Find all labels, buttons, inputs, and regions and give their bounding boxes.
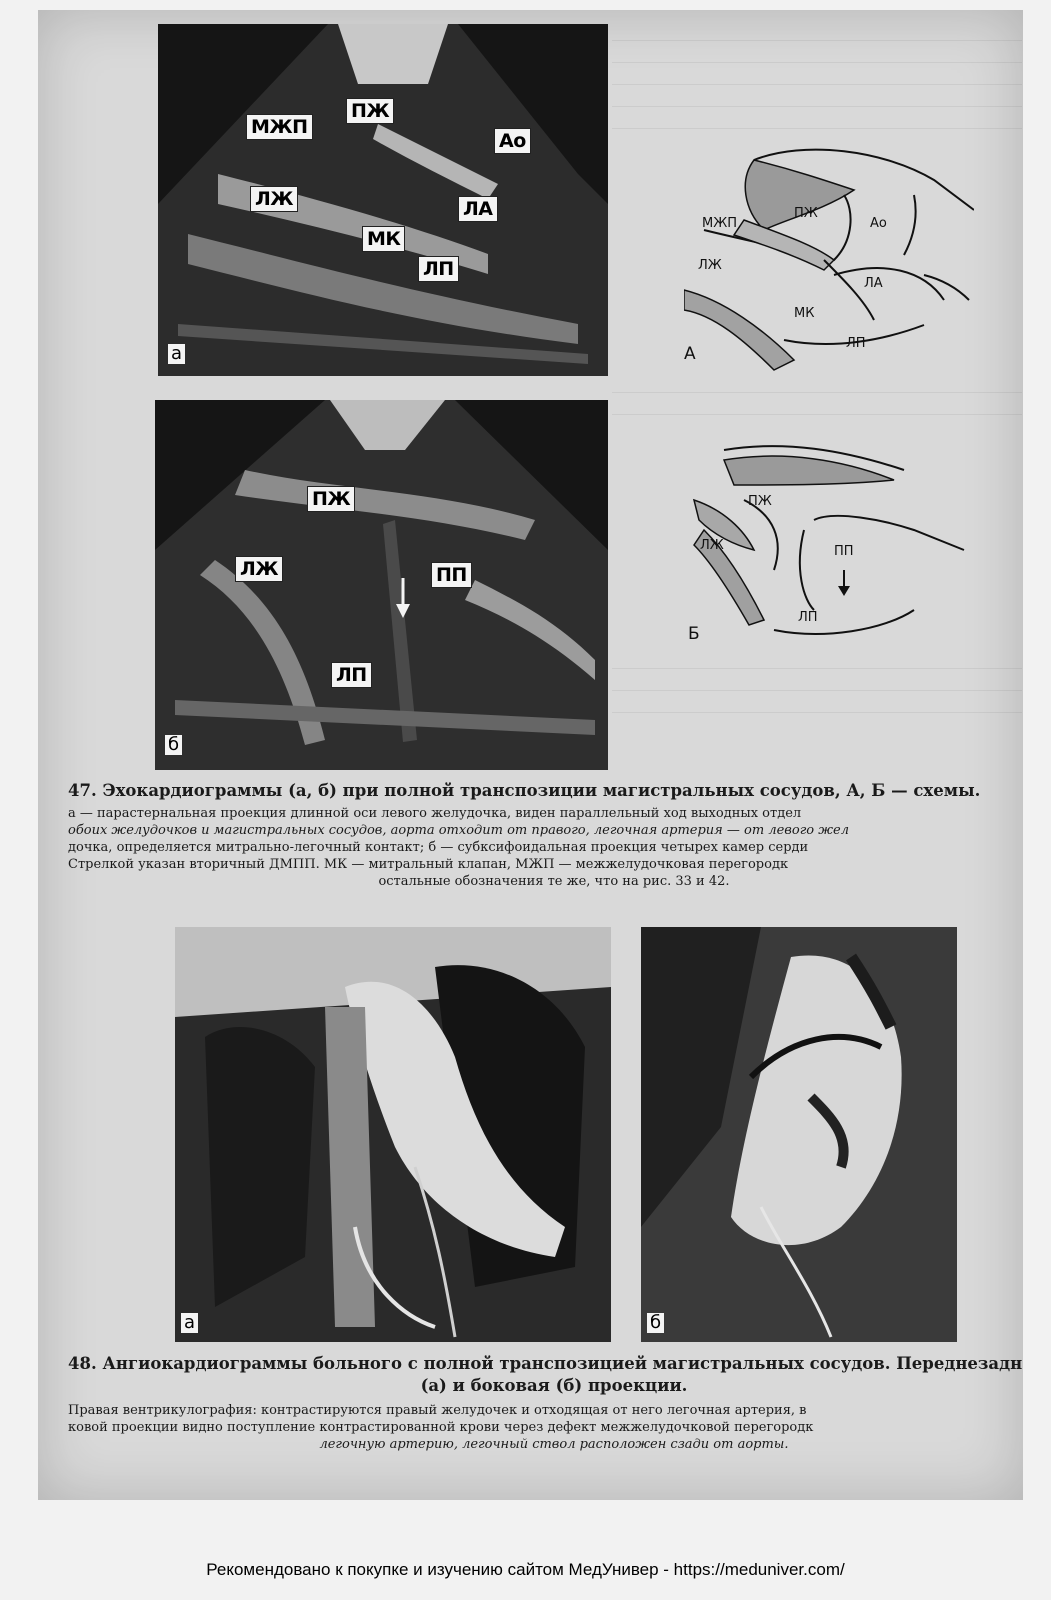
schema-label-lp: ЛП bbox=[846, 336, 866, 351]
figure48-caption-title2: (а) и боковая (б) проекции. bbox=[420, 1376, 688, 1395]
figure47-caption-line4: Стрелкой указан вторичный ДМПП. МК — митральный клапан, МЖП — межжелудочковая перегородк bbox=[68, 857, 789, 872]
label-pzh: ПЖ bbox=[307, 486, 355, 512]
label-lzh: ЛЖ bbox=[250, 186, 298, 212]
angiocardiogram-b bbox=[641, 927, 957, 1342]
footer-recommendation: Рекомендовано к покупке и изучению сайтом МедУнивер - https://meduniver.com/ bbox=[206, 1560, 845, 1579]
figure47-caption-line2: обоих желудочков и магистральных сосудов, аорта отходит от правого, легочная артерия — от левого жел bbox=[68, 823, 849, 838]
schema-letter-a: А bbox=[684, 344, 696, 364]
schema-label-la: ЛА bbox=[864, 276, 883, 291]
label-mzhp: МЖП bbox=[246, 114, 313, 140]
figure47-caption-title: 47. Эхокардиограммы (а, б) при полной транспозиции магистральных сосудов, А, Б — схемы. bbox=[68, 781, 981, 800]
schema-b bbox=[684, 440, 974, 660]
figure47-caption-line1: а — парастернальная проекция длинной оси левого желудочка, виден параллельный ход выходных отдел bbox=[68, 806, 802, 821]
schema-label-lzh: ЛЖ bbox=[698, 258, 722, 273]
figure48-caption-line2: ковой проекции видно поступление контрастированной крови через дефект межжелудочковой перегородк bbox=[68, 1420, 814, 1435]
angiocardiogram-a bbox=[175, 927, 611, 1342]
panel-letter-a: а bbox=[168, 344, 185, 364]
label-pzh: ПЖ bbox=[346, 98, 394, 124]
echocardiogram-a bbox=[158, 24, 608, 376]
label-lzh: ЛЖ bbox=[235, 556, 283, 582]
schema-label-lzh: ЛЖ bbox=[700, 538, 724, 553]
figure47-caption-line5: остальные обозначения те же, что на рис. 33 и 42. bbox=[378, 874, 730, 889]
label-ao: Ао bbox=[494, 128, 531, 154]
echocardiogram-b bbox=[155, 400, 608, 770]
schema-label-pzh: ПЖ bbox=[748, 494, 772, 509]
label-la: ЛА bbox=[458, 196, 498, 222]
panel-letter-b: б bbox=[647, 1313, 664, 1333]
schema-a bbox=[684, 140, 974, 380]
figure48-caption-line1: Правая вентрикулография: контрастируются правый желудочек и отходящая от него легочная артерия, в bbox=[68, 1403, 807, 1418]
schema-label-mzhp: МЖП bbox=[702, 216, 737, 231]
schema-label-ao: Ао bbox=[870, 216, 887, 231]
label-mk: МК bbox=[362, 226, 405, 252]
figure48-caption-title: 48. Ангиокардиограммы больного с полной транспозицией магистральных сосудов. Переднезадн bbox=[68, 1354, 1023, 1373]
label-pp: ПП bbox=[431, 562, 472, 588]
figure47-caption-line3: дочка, определяется митрально-легочный контакт; б — субксифоидальная проекция четырех камер серди bbox=[68, 840, 809, 855]
schema-label-pp: ПП bbox=[834, 544, 854, 559]
schema-label-mk: МК bbox=[794, 306, 815, 321]
arrow-icon bbox=[155, 400, 608, 770]
label-lp: ЛП bbox=[418, 256, 459, 282]
schema-label-lp: ЛП bbox=[798, 610, 818, 625]
schema-letter-b: Б bbox=[688, 624, 700, 644]
schema-label-pzh: ПЖ bbox=[794, 206, 818, 221]
panel-letter-b: б bbox=[165, 735, 182, 755]
label-lp: ЛП bbox=[331, 662, 372, 688]
figure48-caption-line3: легочную артерию, легочный ствол расположен сзади от аорты. bbox=[319, 1437, 789, 1452]
panel-letter-a: а bbox=[181, 1313, 198, 1333]
